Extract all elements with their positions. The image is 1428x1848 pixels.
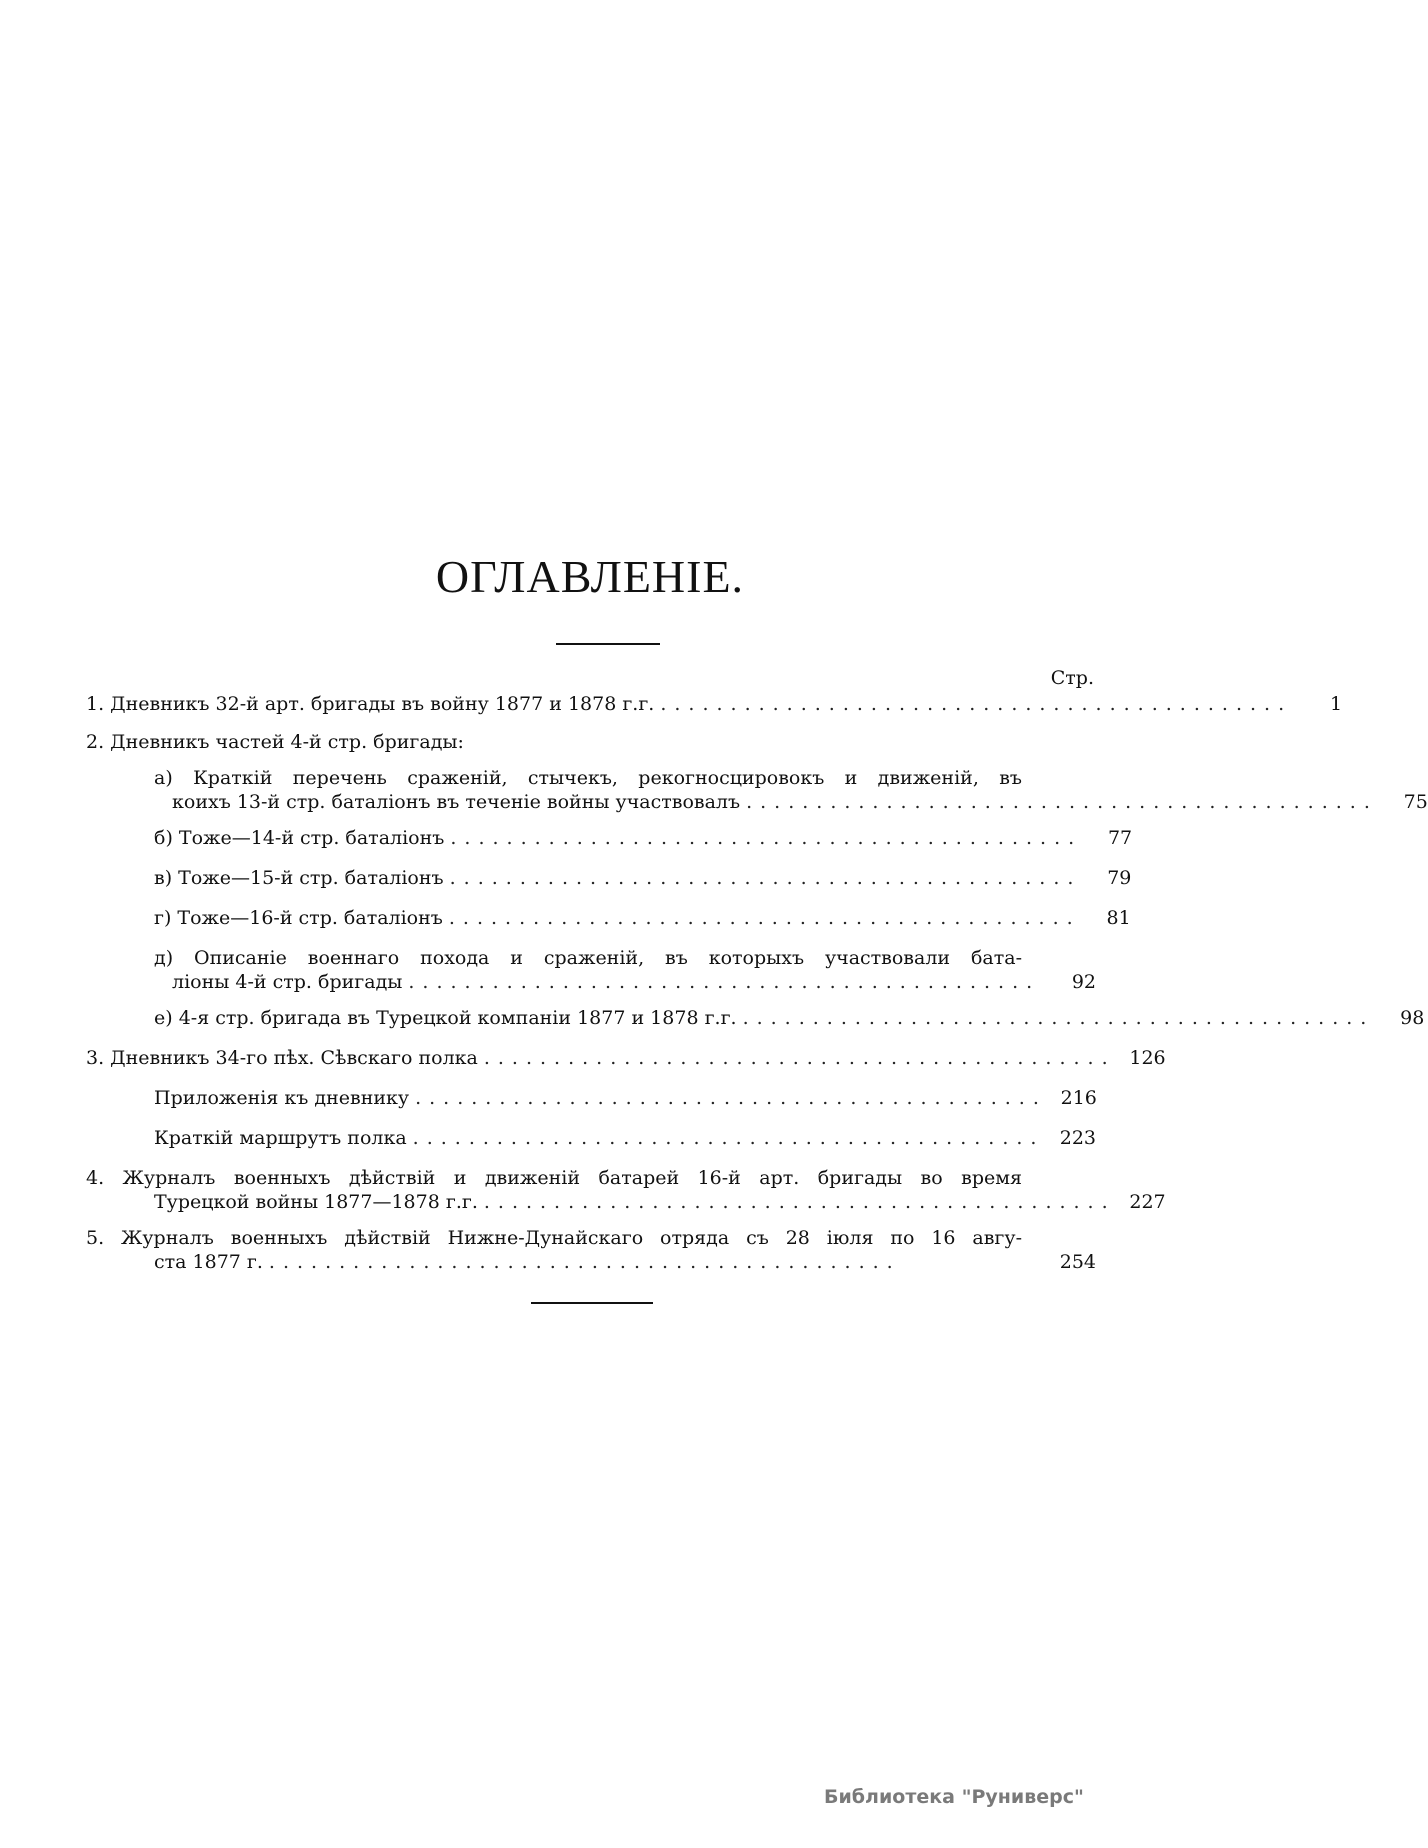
page-title: ОГЛАВЛЕНІЕ. bbox=[435, 551, 745, 602]
leader-dots: ............................................. bbox=[268, 1251, 901, 1273]
toc-entry-page: 81 bbox=[1106, 907, 1131, 929]
toc-entry-title: г) Тоже—16-й стр. баталіонъ bbox=[154, 907, 443, 929]
toc-entry bbox=[154, 866, 1132, 890]
toc-entry-page: 126 bbox=[1129, 1047, 1166, 1069]
leader-dots: ............................................. bbox=[449, 867, 1082, 889]
library-watermark: Библиотека "Руниверс" bbox=[824, 1786, 1084, 1808]
leader-dots: ............................................. bbox=[483, 1047, 1116, 1069]
toc-entry-title: Краткій маршрутъ полка bbox=[154, 1127, 407, 1149]
toc-entry-page: 79 bbox=[1107, 867, 1132, 889]
toc-entry-title: ста 1877 г. bbox=[154, 1251, 263, 1273]
leader-dots: ............................................. bbox=[448, 907, 1081, 929]
leader-dots: ............................................. bbox=[450, 827, 1083, 849]
toc-entry-title-line1: 5. Журналъ военныхъ дѣйствій Нижне-Дунайскаго отряда съ 28 іюля по 16 авгу- bbox=[86, 1227, 1022, 1249]
leader-dots: ............................................. bbox=[746, 791, 1378, 813]
toc-entry bbox=[154, 766, 1428, 814]
toc-entry bbox=[154, 906, 1131, 930]
toc-entry-page: 92 bbox=[1071, 971, 1096, 993]
toc-entry-title: 3. Дневникъ 34-го пѣх. Сѣвскаго полка bbox=[86, 1047, 478, 1069]
toc-entry-page: 75 bbox=[1403, 791, 1428, 813]
leader-dots: ............................................. bbox=[660, 693, 1293, 715]
toc-section-header bbox=[86, 730, 1096, 754]
toc-entry bbox=[154, 1006, 1425, 1030]
toc-entry-page: 77 bbox=[1107, 827, 1133, 849]
toc-entry bbox=[86, 692, 1343, 716]
toc-entry bbox=[154, 826, 1133, 850]
leader-dots: ............................................. bbox=[408, 971, 1041, 993]
toc-entry bbox=[86, 1226, 1096, 1274]
leader-dots: ............................................. bbox=[415, 1087, 1047, 1109]
toc-entry-page: 227 bbox=[1129, 1191, 1166, 1213]
page-column-header: Стр. bbox=[1050, 667, 1094, 689]
toc-entry-title: Приложенія къ дневнику bbox=[154, 1087, 410, 1109]
toc-entry-page: 216 bbox=[1060, 1087, 1097, 1109]
toc-entry-page: 98 bbox=[1400, 1007, 1425, 1029]
toc-entry bbox=[86, 1046, 1166, 1070]
toc-entry-title: б) Тоже—14-й стр. баталіонъ bbox=[154, 827, 445, 849]
title-divider bbox=[556, 643, 660, 645]
closing-divider bbox=[531, 1302, 653, 1304]
toc-entry-page: 223 bbox=[1059, 1127, 1096, 1149]
leader-dots: ............................................. bbox=[483, 1191, 1116, 1213]
toc-entry bbox=[154, 1086, 1096, 1110]
toc-entry-title-line1: а) Краткій перечень сраженій, стычекъ, рекогносцировокъ и движеній, въ bbox=[154, 767, 1022, 789]
toc-entry-title: коихъ 13-й стр. баталіонъ въ теченіе войны участвовалъ bbox=[172, 791, 741, 813]
toc-entry-title: Турецкой войны 1877—1878 г.г. bbox=[154, 1191, 478, 1213]
leader-dots: ............................................. bbox=[412, 1127, 1045, 1149]
toc-entry-title-line1: д) Описаніе военнаго похода и сраженій, въ которыхъ участвовали бата- bbox=[154, 947, 1022, 969]
toc-entry-title: ліоны 4-й стр. бригады bbox=[172, 971, 403, 993]
toc-entry-title: в) Тоже—15-й стр. баталіонъ bbox=[154, 867, 444, 889]
toc-entry-title: 1. Дневникъ 32-й арт. бригады въ войну 1877 и 1878 г.г. bbox=[86, 693, 655, 715]
toc-entry-page: 1 bbox=[1330, 693, 1343, 715]
leader-dots: ............................................. bbox=[742, 1007, 1375, 1029]
toc-entry-page: 254 bbox=[1059, 1251, 1096, 1273]
toc-entry-title: е) 4-я стр. бригада въ Турецкой компаніи 1877 и 1878 г.г. bbox=[154, 1007, 737, 1029]
toc-entry bbox=[154, 946, 1096, 994]
toc-entry-title: 2. Дневникъ частей 4-й стр. бригады: bbox=[86, 731, 464, 753]
toc-entry bbox=[154, 1126, 1096, 1150]
toc-entry-title-line1: 4. Журналъ военныхъ дѣйствій и движеній батарей 16-й арт. бригады во время bbox=[86, 1167, 1022, 1189]
toc-entry bbox=[86, 1166, 1166, 1214]
